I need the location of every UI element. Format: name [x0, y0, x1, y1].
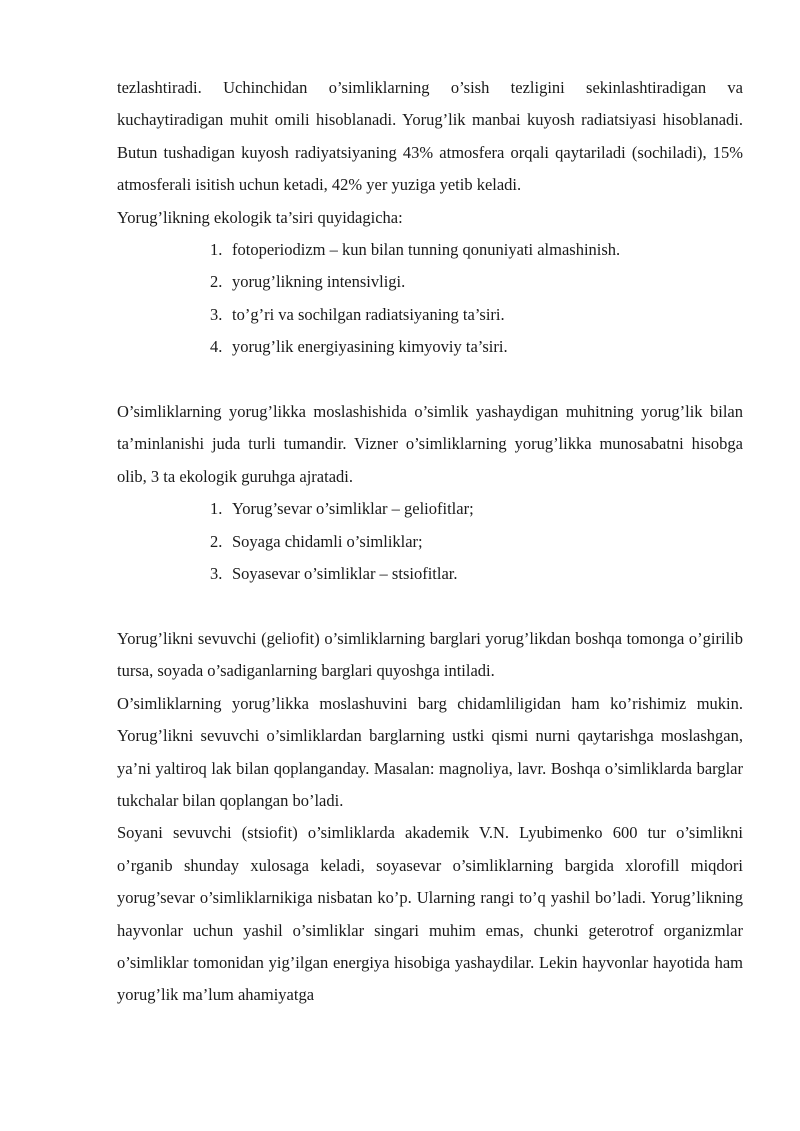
list-item: 3. Soyasevar o’simliklar – stsiofitlar. — [210, 564, 458, 584]
list-item: 4. yorug’lik energiyasining kimyoviy ta’siri. — [210, 337, 508, 357]
paragraph-sciophytes: Soyani sevuvchi (stsiofit) o’simliklarda akademik V.N. Lyubimenko 600 tur o’simlikni o’rganib shunday xulosaga keladi, soyasevar o’simliklarning bargida xlorofill miqdori yorug’sevar o’simliklarnikiga nisbatan ko’p. Ularning rangi to’q yashil bo’ladi. Yorug’likning hayvonlar uchun yashil o’simliklar singari muhim emas, chunki geterotrof organizmlar o’simliklar tomonidan yig’ilgan energiya hisobiga yashaydilar. Lekin hayvonlar hayotida ham yorug’lik ma’lum ahamiyatga — [117, 823, 743, 1005]
list-item: 3. to’g’ri va sochilgan radiatsiyaning ta’siri. — [210, 304, 505, 324]
list-item: 2. Soyaga chidamli o’simliklar; — [210, 531, 423, 551]
list-item: 1. Yorug’sevar o’simliklar – geliofitlar; — [210, 499, 474, 519]
list-item: 1. fotoperiodizm – kun bilan tunning qonuniyati almashinish. — [210, 240, 621, 260]
paragraph-heliophytes: Yorug’likni sevuvchi (geliofit) o’simliklarning barglari yorug’likdan boshqa tomonga o’girilib tursa, soyada o’sadiganlarning barglari quyoshga intiladi. — [117, 628, 743, 681]
paragraph-intro: tezlashtiradi. Uchinchidan o’simliklarning o’sish tezligini sekinlashtiradigan va kuchaytiradigan muhit omili hisoblanadi. Yorug’lik manbai kuyosh radiatsiyasi hisoblanadi. Butun tushadigan kuyosh radiyatsiyaning 43% atmosfera orqali qaytariladi (sochiladi), 15% atmosferali isitish uchun ketadi, 42% yer yuziga yetib keladi. — [117, 78, 743, 195]
ecological-groups-list — [117, 493, 743, 590]
paragraph-leaf-adaptation: O’simliklarning yorug’likka moslashuvini barg chidamliligidan ham ko’rishimiz mukin. Yorug’likni sevuvchi o’simliklardan barglarning ustki qismi nurni qaytarishga moslashgan, ya’ni yaltiroq lak bilan qoplanganday. Masalan: magnoliya, lavr. Boshqa o’simliklarda barglar tukchalar bilan qoplangan bo’ladi. — [117, 693, 743, 810]
list-heading-light-effects: Yorug’likning ekologik ta’siri quyidagicha: — [117, 207, 403, 227]
list-item: 2. yorug’likning intensivligi. — [210, 272, 406, 292]
paragraph-adaptation: O’simliklarning yorug’likka moslashishida o’simlik yashaydigan muhitning yorug’lik bilan ta’minlanishi juda turli tumandir. Vizner o’simliklarning yorug’likka munosabatni hisobga olib, 3 ta ekologik guruhga ajratadi. — [117, 402, 743, 486]
document-page — [117, 72, 743, 1012]
light-effects-list — [117, 234, 743, 364]
